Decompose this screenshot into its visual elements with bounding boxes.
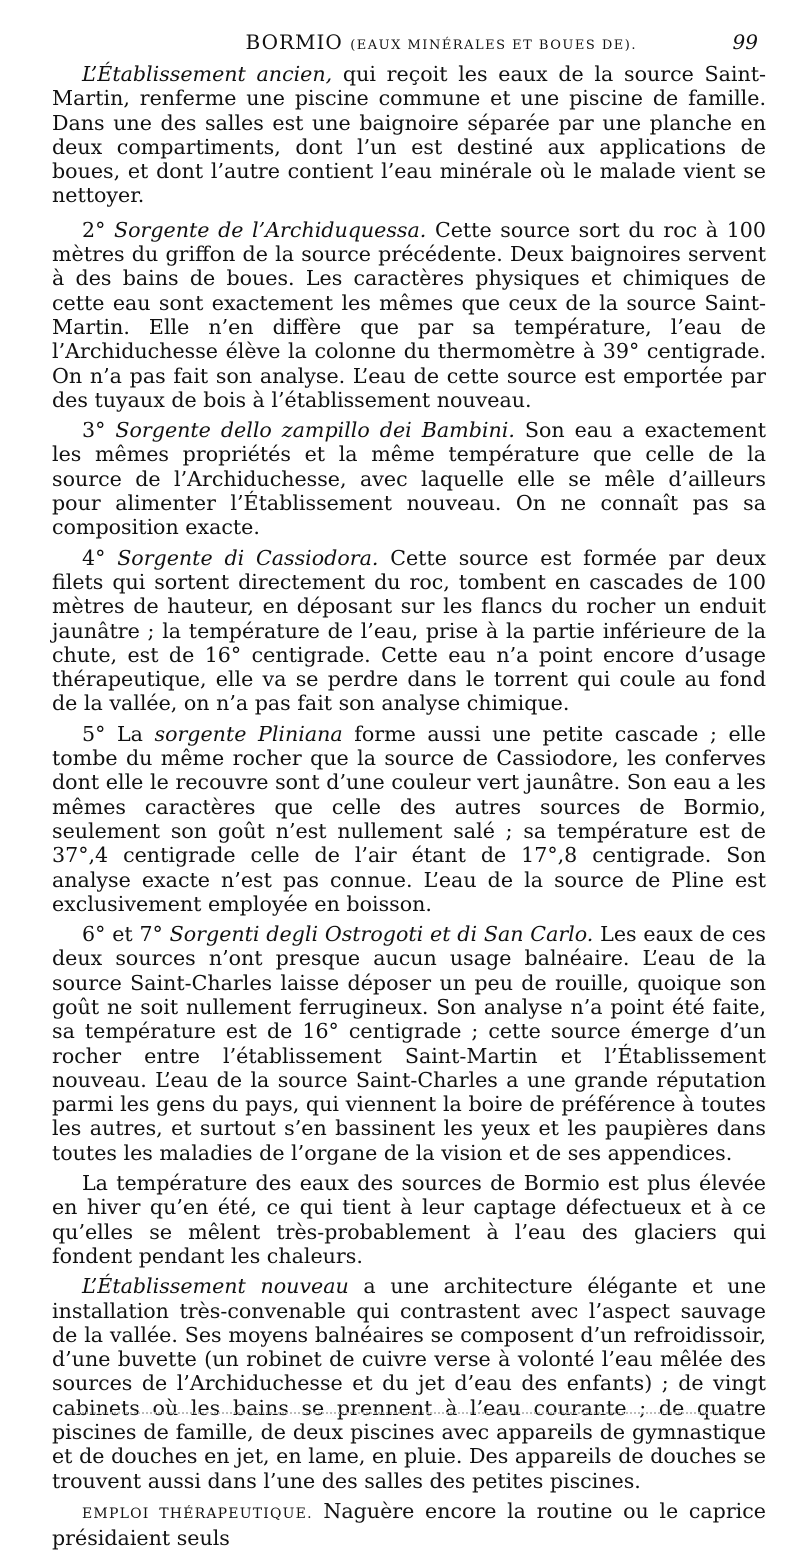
paragraph-lead: L’Établissement nouveau [82,1274,349,1299]
body-text [52,62,766,1557]
paragraph-temperature [52,1171,766,1268]
paragraph-lead: L’Établissement ancien, [82,62,333,86]
page-number: 99 [732,30,758,54]
paragraph-text: Cette source est formée par deux filets qui sortent directement du roc, tombent en cascades de 100 mètres de hauteur, en déposant sur les flancs du rocher un enduit jaunâtre ; la température de l’eau, prise à la partie inférieure de la chute, est de 16° centigrade. Cette eau n’a point encore d’usage thérapeutique, elle va se perdre dans le torrent qui coule au fond de la vallée, on n’a pas fait son analyse chimique. [52,545,767,716]
paragraph-lead: sorgente Pliniana [154,721,343,746]
paragraph-number: 2° [82,217,115,242]
paragraph-text: forme aussi une petite cascade ; elle tombe du même rocher que la source de Cassiodore, les conferves dont elle le recouvre sont d’une couleur vert jaunâtre. Son eau a les mêmes caractères que celle des autres sources de Bormio, seulement son goût n’est nullement salé ; sa température est de 37°,4 centigrade celle de l’air étant de 17°,8 centigrade. Son analyse exacte n’est pas connue. L’eau de la source de Pline est exclusivement employée en boisson. [52,721,766,916]
running-header [60,30,760,64]
paragraph-pliniana [52,722,766,916]
paragraph-lead: Sorgenti degli Ostrogoti et di San Carlo. [169,922,594,947]
running-head [150,30,733,54]
header-subtitle: (EAUX MINÉRALES ET BOUES DE). [350,38,637,53]
paragraph-lead: Sorgente de l’Archiduquessa. [114,217,427,242]
paragraph-bambini [52,418,766,539]
paragraph-number: 6° et 7° [82,922,170,947]
paragraph-text: qui reçoit les eaux de la source Saint-Martin, renferme une piscine commune et une piscine de famille. Dans une des salles est une baignoire séparée par une planche en deux compartiments, dont l’un est destiné aux applications de boues, et dont l’autre contient l’eau minérale où le malade vient se nettoyer. [52,62,766,208]
section-label: EMPLOI THÉRAPEUTIQUE. [82,1505,313,1522]
paragraph-etablissement-ancien [52,62,766,208]
paragraph-ostrogoti [52,922,766,1165]
paragraph-etablissement-nouveau [52,1274,766,1493]
paragraph-number: 3° [82,418,116,443]
paragraph-lead: Sorgente dello zampillo dei Bambini. [115,418,515,443]
header-title: BORMIO [245,30,343,54]
paragraph-cassiodora [52,546,766,716]
paragraph-emploi-therapeutique [52,1499,766,1551]
bottom-dotted-rule [70,1412,740,1414]
paragraph-number: 4° [82,545,118,570]
paragraph-text: Les eaux de ces deux sources n’ont presque aucun usage balnéaire. L’eau de la source Saint-Charles laisse déposer un peu de rouille, quoique son goût ne soit nullement ferrugineux. Son analyse n’a point été faite, sa température est de 16° centigrade ; cette source émerge d’un rocher entre l’établissement Saint-Martin et l’Établissement nouveau. L’eau de la source Saint-Charles a une grande réputation parmi les gens du pays, qui viennent la boire de préférence à toutes les autres, et surtout s’en bassinent les yeux et les paupières dans toutes les maladies de l’organe de la vision et de ses appendices. [52,922,766,1165]
paragraph-number: 5° La [82,721,155,746]
paragraph-text: La température des eaux des sources de Bormio est plus élevée en hiver qu’en été, ce qui tient à leur captage défectueux et à ce qu’elles se mêlent très-probablement à l’eau des glaciers qui fondent pendant les chaleurs. [52,1171,766,1268]
paragraph-text: Son eau a exactement les mêmes propriétés et la même température que celle de la source de l’Archiduchesse, avec laquelle elle se mêle d’ailleurs pour alimenter l’Établissement nouveau. On ne connaît pas sa composition exacte. [52,418,766,540]
paragraph-text: a une architecture élégante et une installation très-convenable qui contrastent avec l’aspect sauvage de la vallée. Ses moyens balnéaires se composent d’un refroidissoir, d’une buvette (un robinet de cuivre verse à volonté l’eau mêlée des sources de l’Archiduchesse et du jet d’eau des enfants) ; de vingt cabinets où les bains se prennent à l’eau courante ; de quatre piscines de famille, de deux piscines avec appareils de gymnastique et de douches en jet, en lame, en pluie. Des appareils de douches se trouvent aussi dans l’une des salles des petites piscines. [52,1274,767,1493]
paragraph-text: Naguère encore la routine ou le caprice présidaient seuls [52,1498,766,1551]
paragraph-text: Cette source sort du roc à 100 mètres du griffon de la source précédente. Deux baignoires servent à des bains de boues. Les caractères physiques et chimiques de cette eau sont exactement les mêmes que ceux de la source Saint-Martin. Elle n’en diffère que par sa température, l’eau de l’Archiduchesse élève la colonne du thermomètre à 39° centigrade. On n’a pas fait son analyse. L’eau de cette source est emportée par des tuyaux de bois à l’établissement nouveau. [52,217,766,412]
paragraph-archiduquessa [52,218,766,412]
paragraph-lead: Sorgente di Cassiodora. [117,545,379,570]
